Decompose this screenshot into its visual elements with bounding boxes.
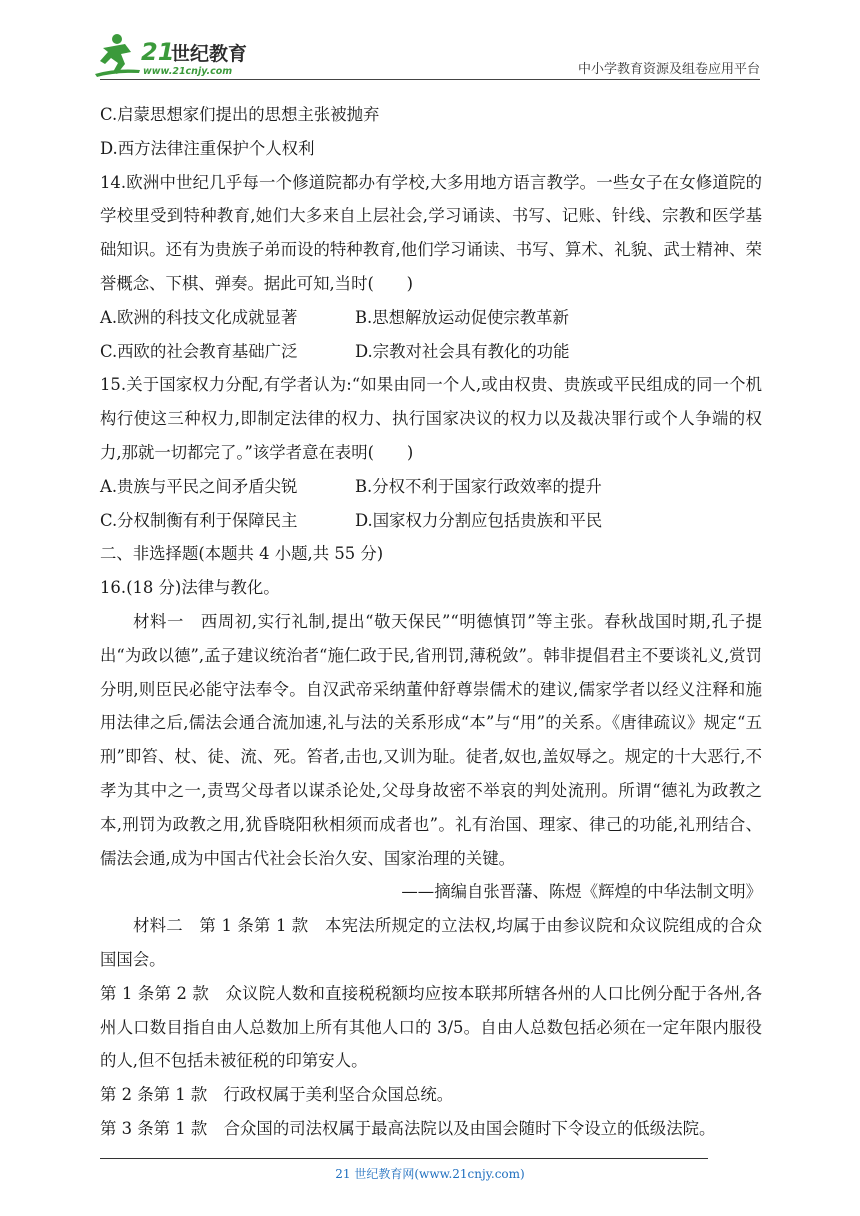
- article-2-section-1: 第 2 条第 1 款 行政权属于美利坚合众国总统。: [100, 1085, 454, 1105]
- header-divider: [100, 79, 760, 80]
- article-1-section-2: 第 1 条第 2 款 众议院人数和直接税税额均应按本联邦所辖各州的人口比例分配于各州,各州人口数目指自由人总数加上所有其他人口的 3/5。自由人总数包括必须在一定年限内服役的人,但不包括未被征税的印第安人。: [100, 983, 762, 1071]
- q14-option-c: C.西欧的社会教育基础广泛: [100, 341, 298, 361]
- q15-option-a: A.贵族与平民之间矛盾尖锐: [100, 476, 298, 496]
- q14-stem: 14.欧洲中世纪几乎每一个修道院都办有学校,大多用地方语言教学。一些女子在女修道院的学校里受到特种教育,她们大多来自上层社会,学习诵读、书写、记账、针线、宗教和医学基础知识。还有为贵族子弟而设的特种教育,他们学习诵读、书写、算术、礼貌、武士精神、荣誉概念、下棋、弹奏。据此可知,当时( ): [100, 172, 762, 293]
- q14-option-b: B.思想解放运动促使宗教革新: [355, 307, 569, 327]
- q15-option-b: B.分权不利于国家行政效率的提升: [355, 476, 602, 496]
- runner-logo-icon: [95, 30, 265, 80]
- q16-title: 16.(18 分)法律与教化。: [100, 578, 280, 598]
- svg-text:世纪教育: 世纪教育: [171, 43, 248, 65]
- q15-option-c: C.分权制衡有利于保障民主: [100, 510, 298, 530]
- material-one: 材料一 西周初,实行礼制,提出“敬天保民”“明德慎罚”等主张。春秋战国时期,孔子提出“为政以德”,孟子建议统治者“施仁政于民,省刑罚,薄税敛”。韩非提倡君主不要谈礼义,赏罚分明,则臣民必能守法奉令。自汉武帝采纳董仲舒尊崇儒术的建议,儒家学者以经义注释和施用法律之后,儒法会通合流加速,礼与法的关系形成“本”与“用”的关系。《唐律疏议》规定“五刑”即笞、杖、徒、流、死。笞者,击也,又训为耻。徒者,奴也,盖奴辱之。规定的十大恶行,不孝为其中之一,责骂父母者以谋杀论处,父母身故密不举哀的判处流刑。所谓“德礼为政教之本,刑罚为政教之用,犹昏晓阳秋相须而成者也”。礼有治国、理家、律己的功能,礼刑结合、儒法会通,成为中国古代社会长治久安、国家治理的关键。: [100, 611, 762, 868]
- footer-link[interactable]: 21 世纪教育网(www.21cnjy.com): [335, 1167, 525, 1181]
- platform-name: 中小学教育资源及组卷应用平台: [577, 62, 760, 77]
- q13-option-d: D.西方法律注重保护个人权利: [100, 138, 315, 158]
- q15-option-d: D.国家权力分割应包括贵族和平民: [355, 510, 603, 530]
- q14-option-a: A.欧洲的科技文化成就显著: [100, 307, 298, 327]
- footer-divider: [100, 1158, 708, 1159]
- q14-options-row2: [100, 335, 762, 369]
- q14-option-d: D.宗教对社会具有教化的功能: [355, 341, 570, 361]
- page-header: [0, 0, 860, 82]
- svg-text:www.21cnjy.com: www.21cnjy.com: [143, 66, 233, 77]
- section-heading: 二、非选择题(本题共 4 小题,共 55 分): [100, 544, 384, 564]
- article-3-section-1: 第 3 条第 1 款 合众国的司法权属于最高法院以及由国会随时下令设立的低级法院。: [100, 1118, 716, 1138]
- material-two: 材料二 第 1 条第 1 款 本宪法所规定的立法权,均属于由参议院和众议院组成的合众国国会。: [100, 916, 762, 969]
- q15-options-row1: [100, 470, 762, 504]
- exam-content: [100, 98, 762, 1146]
- q13-option-c: C.启蒙思想家们提出的思想主张被抛弃: [100, 105, 380, 124]
- q15-options-row2: [100, 504, 762, 538]
- q15-stem: 15.关于国家权力分配,有学者认为:“如果由同一个人,或由权贵、贵族或平民组成的同一个机构行使这三种权力,即制定法律的权力、执行国家决议的权力以及裁决罪行或个人争端的权力,那就一切都完了。”该学者意在表明( ): [100, 375, 762, 462]
- material-one-source: ——摘编自张晋藩、陈煜《辉煌的中华法制文明》: [401, 882, 762, 902]
- q14-options-row1: [100, 301, 762, 335]
- site-logo[interactable]: [95, 30, 265, 80]
- svg-text:21: 21: [141, 38, 175, 66]
